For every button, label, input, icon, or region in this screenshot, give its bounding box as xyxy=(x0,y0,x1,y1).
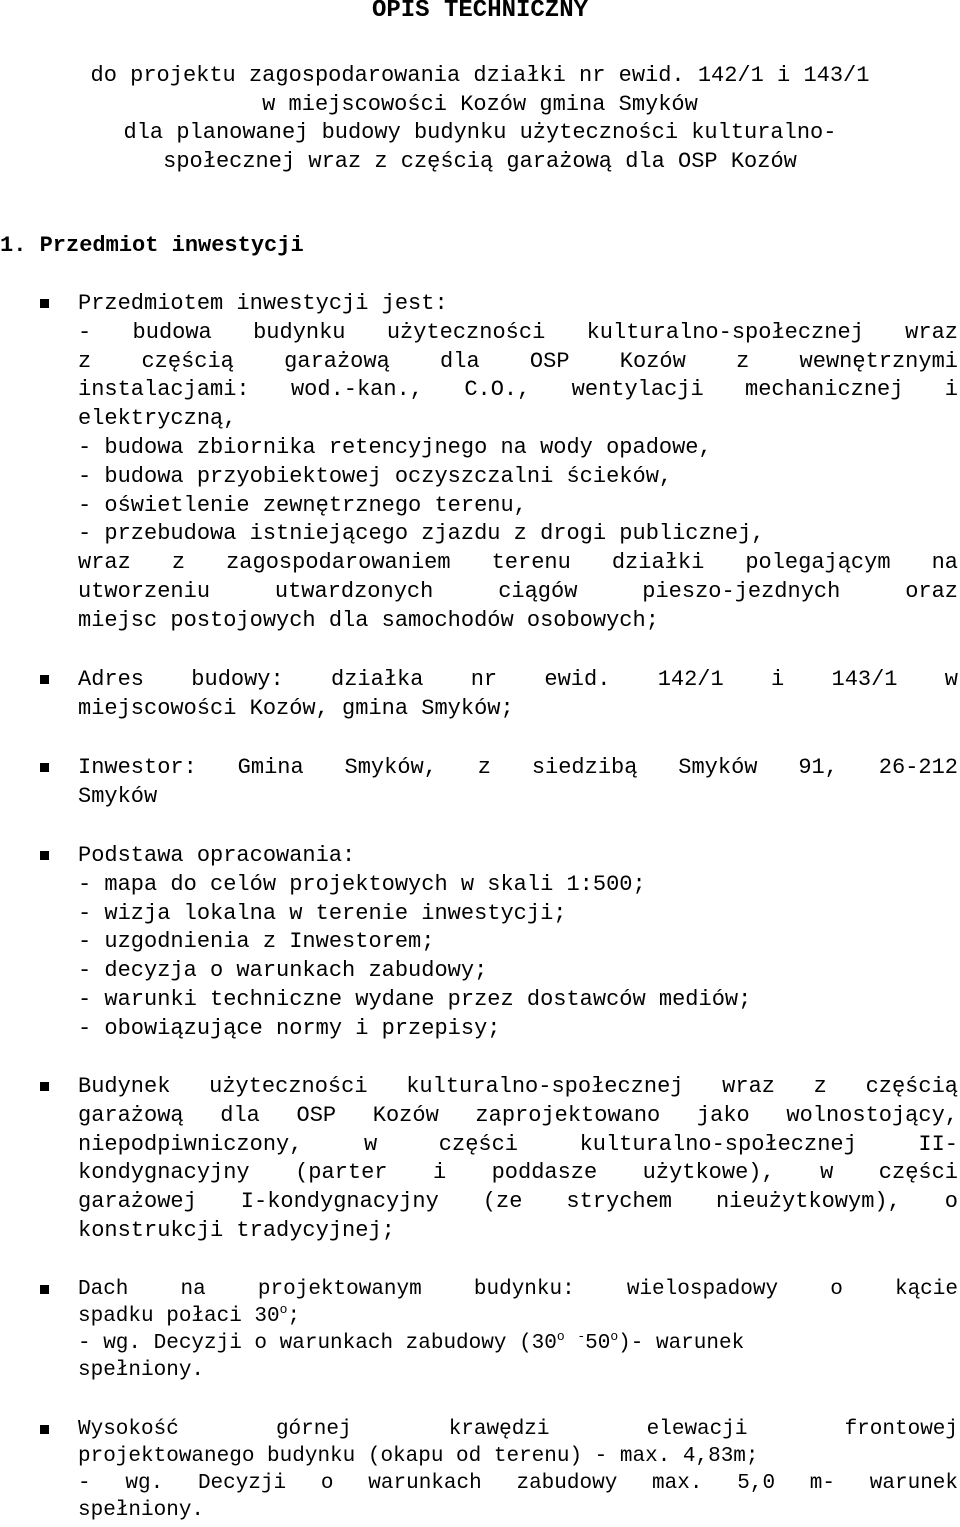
subtitle-line: w miejscowości Kozów gmina Smyków xyxy=(262,91,698,117)
text-line: instalacjami: wod.-kan., C.O., wentylacji mechanicznej i xyxy=(78,377,958,403)
text-fragment: )- warunek xyxy=(618,1332,745,1355)
text-line: - uzgodnienia z Inwestorem; xyxy=(78,929,435,955)
bullet-text xyxy=(78,290,958,636)
bullet-text xyxy=(78,1416,958,1524)
bullet-square-icon xyxy=(40,851,49,860)
text-line xyxy=(78,1330,958,1357)
text-fragment xyxy=(78,1330,744,1357)
subtitle-line: dla planowanej budowy budynku użyteczności kulturalno- xyxy=(123,120,837,146)
bullet-square-icon xyxy=(40,299,49,308)
text-line: miejsc postojowych dla samochodów osobowych; xyxy=(78,607,659,633)
text-line: kondygnacyjny (parter i poddasze użytkowe), w części xyxy=(78,1160,958,1186)
text-line: - mapa do celów projektowych w skali 1:500; xyxy=(78,871,646,897)
bullet-text xyxy=(78,1073,958,1246)
text-line: - obowiązujące normy i przepisy; xyxy=(78,1015,501,1041)
bullet-text xyxy=(78,754,958,812)
text-line: - budowa budynku użyteczności kulturalno-społecznej wraz xyxy=(78,319,958,345)
text-line: garażowej I-kondygnacyjny (ze strychem nieużytkowym), o xyxy=(78,1189,958,1215)
text-line: projektowanego budynku (okapu od terenu) - max. 4,83m; xyxy=(78,1445,759,1468)
bullet-square-icon xyxy=(40,1082,49,1091)
text-line: Przedmiotem inwestycji jest: xyxy=(78,291,448,316)
bullet-square-icon xyxy=(40,1425,49,1434)
bullet-square-icon xyxy=(40,1285,49,1294)
bullet-text xyxy=(78,666,958,724)
text-fragment: ; xyxy=(287,1305,301,1328)
text-line: Budynek użyteczności kulturalno-społecznej wraz z częścią xyxy=(78,1074,958,1099)
text-line: spełniony. xyxy=(78,1359,205,1382)
text-fragment: spadku połaci 30 xyxy=(78,1305,280,1328)
text-line: spełniony. xyxy=(78,1499,205,1522)
bullet-text xyxy=(78,1276,958,1384)
bullet-square-icon xyxy=(40,763,49,772)
text-line: Adres budowy: działka nr ewid. 142/1 i 143/1 w xyxy=(78,667,958,692)
text-line: Wysokość górnej krawędzi elewacji frontowej xyxy=(78,1418,958,1441)
text-line: - wg. Decyzji o warunkach zabudowy max. 5,0 m- warunek xyxy=(78,1472,958,1495)
document-subtitle xyxy=(20,62,940,176)
text-line: wraz z zagospodarowaniem terenu działki polegającym na xyxy=(78,550,958,576)
text-line: Podstawa opracowania: xyxy=(78,843,356,868)
section-heading: 1. Przedmiot inwestycji xyxy=(0,233,304,258)
degree-mark: o xyxy=(556,1329,565,1344)
degree-mark: o xyxy=(279,1302,288,1317)
text-line: garażową dla OSP Kozów zaprojektowano jako wolnostojący, xyxy=(78,1102,958,1128)
superscript-dash: - xyxy=(577,1329,586,1344)
text-line: - warunki techniczne wydane przez dostawców mediów; xyxy=(78,986,752,1012)
bullet-square-icon xyxy=(40,675,49,684)
text-line: konstrukcji tradycyjnej; xyxy=(78,1217,395,1243)
text-line: z częścią garażową dla OSP Kozów z wewnętrznymi xyxy=(78,348,958,374)
text-line: Smyków xyxy=(78,783,158,809)
text-line: - wizja lokalna w terenie inwestycji; xyxy=(78,900,567,926)
text-line: - decyzja o warunkach zabudowy; xyxy=(78,958,488,984)
degree-mark: o xyxy=(610,1329,619,1344)
text-line: niepodpiwniczony, w części kulturalno-społecznej II- xyxy=(78,1131,958,1157)
text-fragment: - wg. Decyzji o warunkach zabudowy (30 xyxy=(78,1332,557,1355)
text-line: Dach na projektowanym budynku: wielospadowy o kącie xyxy=(78,1278,958,1301)
text-line: elektryczną, xyxy=(78,406,237,432)
text-line: - budowa przyobiektowej oczyszczalni ścieków, xyxy=(78,463,673,489)
subtitle-line: społecznej wraz z częścią garażową dla OSP Kozów xyxy=(163,148,797,174)
text-line: - przebudowa istniejącego zjazdu z drogi publicznej, xyxy=(78,521,765,547)
subtitle-line: do projektu zagospodarowania działki nr ewid. 142/1 i 143/1 xyxy=(90,63,870,88)
bullet-text xyxy=(78,842,958,1044)
text-line: Inwestor: Gmina Smyków, z siedzibą Smyków 91, 26-212 xyxy=(78,755,958,780)
text-line: miejscowości Kozów, gmina Smyków; xyxy=(78,695,514,721)
text-line: - oświetlenie zewnętrznego terenu, xyxy=(78,492,527,518)
text-line: - budowa zbiornika retencyjnego na wody opadowe, xyxy=(78,434,712,460)
document-title: OPIS TECHNICZNY xyxy=(371,0,589,24)
text-line: utworzeniu utwardzonych ciągów pieszo-jezdnych oraz xyxy=(78,578,958,604)
text-fragment xyxy=(565,1332,578,1355)
text-fragment: 50 xyxy=(585,1332,611,1355)
text-line xyxy=(78,1303,958,1330)
